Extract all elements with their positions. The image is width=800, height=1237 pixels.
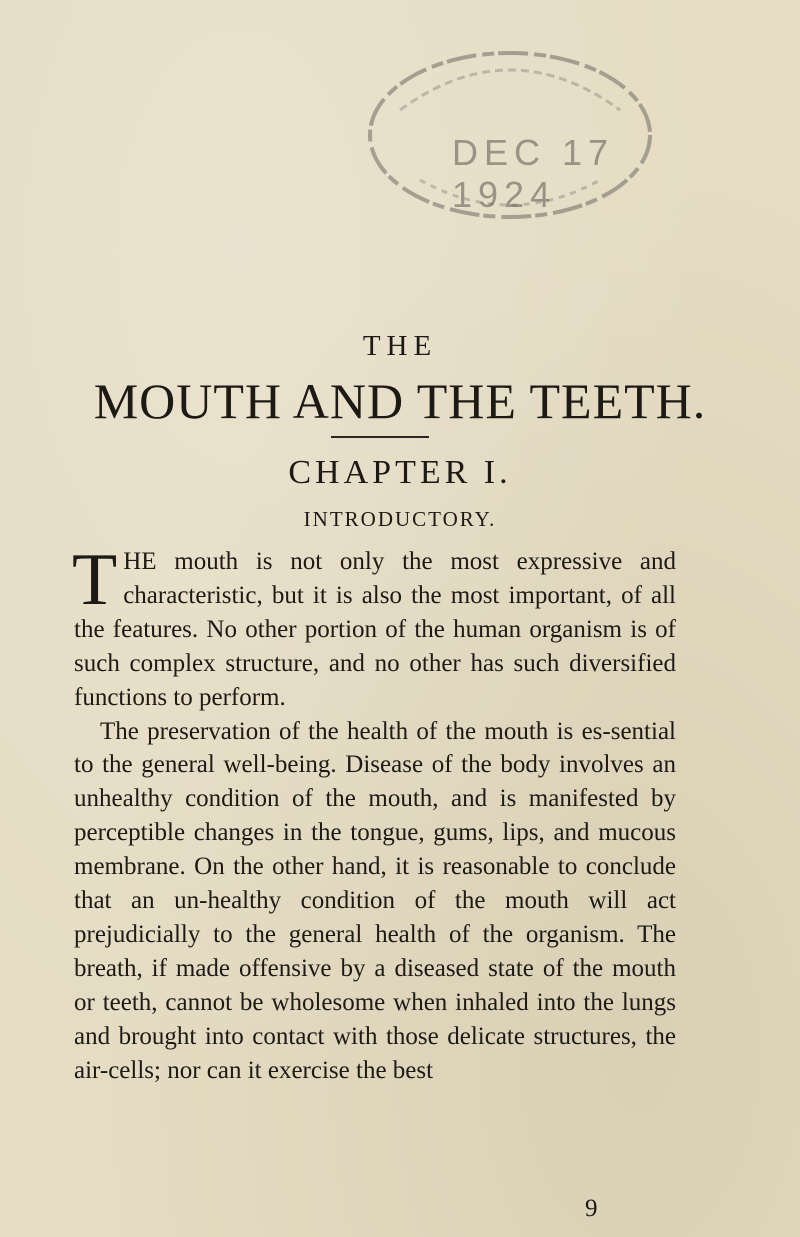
library-stamp <box>360 40 660 230</box>
title-the: THE <box>362 330 438 362</box>
book-title: MOUTH AND THE TEETH. <box>93 373 707 429</box>
paragraph-2: The preservation of the health of the mouth is es-sential to the general well-being. Disease of the body involves an unhealthy condition of the mouth, and is manifested by perceptible changes in the tongue, gums, lips, and mucous membrane. On the other hand, it is reasonable to conclude that an un-healthy condition of the mouth will act prejudicially to the general health of the organism. The breath, if made offensive by a diseased state of the mouth or teeth, cannot be wholesome when inhaled into the lungs and brought into contact with those delicate structures, the air-cells; nor can it exercise the best <box>74 717 676 1084</box>
body-text <box>72 539 676 1088</box>
title-rule <box>331 436 429 438</box>
drop-cap: T <box>72 539 118 621</box>
paragraph-1 <box>72 539 676 715</box>
paragraph-1-text: HE mouth is not only the most expressive and characteristic, but it is also the most important, of all the features. No other portion of the human organism is of such complex structure, and no other has such diversified functions to perform. <box>74 548 676 711</box>
stamp-date: DEC 17 1924 <box>452 132 615 215</box>
chapter-subheading: INTRODUCTORY. <box>303 507 497 531</box>
chapter-heading: CHAPTER I. <box>288 454 512 491</box>
page-number: 9 <box>585 1195 598 1222</box>
